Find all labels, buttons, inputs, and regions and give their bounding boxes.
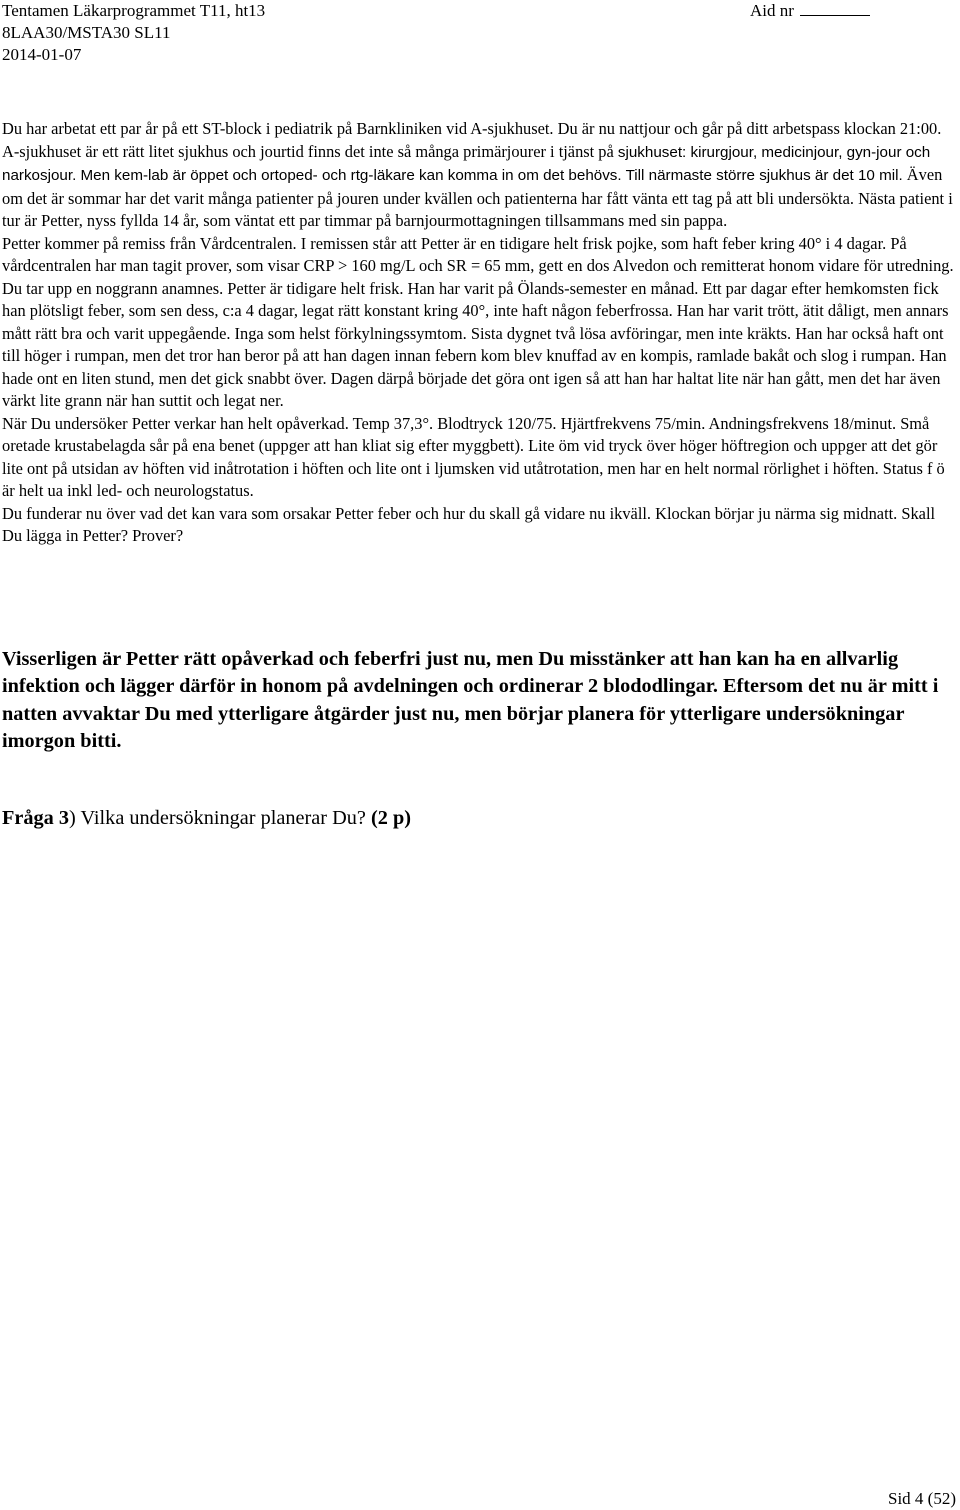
followup-text: Visserligen är Petter rätt opåverkad och feberfri just nu, men Du misstänker att han kan ha en allvarlig infektion och lägger därför in honom på avdelningen och ordinerar 2 blododlingar. Eftersom det nu är mitt i natten avvaktar Du med ytterligare åtgärder just nu, men börjar planera för ytterligare undersökningar imorgon bitti. xyxy=(2,648,939,752)
document-header xyxy=(2,0,265,66)
question-text: ) Vilka undersökningar planerar Du? xyxy=(69,807,371,829)
case-paragraph-deliberation: Du funderar nu över vad det kan vara som orsakar Petter feber och hur du skall gå vidare nu ikväll. Klockan börjar ju närma sig midnatt. Skall Du lägga in Petter? Prover? xyxy=(2,503,936,545)
case-paragraph-intro xyxy=(2,118,957,233)
course-code: 8LAA30/MSTA30 SL11 xyxy=(2,23,171,42)
case-description xyxy=(2,118,957,548)
exam-date: 2014-01-07 xyxy=(2,45,82,64)
exam-title: Tentamen Läkarprogrammet T11, ht13 xyxy=(2,1,266,20)
case-intro-part1: Du har arbetat ett par år på ett ST-block i pediatrik på Barnkliniken vid A-sjukhuset. Du är nu nattjour och går på ditt arbetspass klockan 21:00. A-sjukhuset är ett rätt litet sjukhus och jourtid finns det inte så många primärjourer i tjänst på xyxy=(2,119,942,161)
aid-number-field xyxy=(750,0,870,22)
aid-blank-line xyxy=(800,1,870,16)
case-paragraph-anamnesis: Du tar upp en noggrann anamnes. Petter är tidigare helt frisk. Han har varit på Ölands-semester en månad. Ett par dagar efter hemkomsten fick han plötsligt feber, som sen dess, c:a 4 dagar, legat rätt konstant kring 40°, inte haft någon feberfrossa. Han har varit trött, ätit dåligt, men annars mått rätt bra och varit uppegående. Inga som helst förkylningssymtom. Sista dygnet två lösa avföringar, men inte kräkts. Han har också haft ont till höger i rumpan, men det tror han beror på att han dagen innan febern kom blev knuffad av en kompis, ramlade bakåt och slog i rumpan. Han hade ont en liten stund, men det gick snabbt över. Dagen därpå började det göra ont igen så att han har haltat lite när han gått, men det har även värkt lite grann när han suttit och legat ner. xyxy=(2,278,949,410)
question-3 xyxy=(2,805,411,832)
case-paragraph-referral: Petter kommer på remiss från Vårdcentralen. I remissen står att Petter är en tidigare helt frisk pojke, som haft feber kring 40° i 4 dagar. På vårdcentralen har man tagit prover, som visar CRP > 160 mg/L och SR = 65 mm, gett en dos Alvedon och remitterat honom vidare för utredning. xyxy=(2,233,954,275)
page-number: Sid 4 (52) xyxy=(888,1489,956,1508)
followup-section xyxy=(2,646,957,755)
aid-label: Aid nr xyxy=(750,1,794,20)
question-points: (2 p) xyxy=(371,807,411,829)
case-intro-part3: Även om det är sommar har det varit många patienter på jouren under kvällen och patienterna har fått vänta ett tag på att bli undersökta. Nästa patient i tur är Petter, nyss fyllda 14 år, som väntat ett par timmar på barnjourmottagningen tillsammans med sin pappa. xyxy=(2,165,953,230)
case-intro-part2: sjukhuset: kirurgjour, medicinjour, gyn-jour och narkosjour. Men kem-lab är öppet och ortoped- och rtg-läkare kan komma in om det behövs. Till närmaste större sjukhus är det 10 mil. xyxy=(2,143,931,184)
question-label: Fråga 3 xyxy=(2,807,70,829)
case-paragraph-examination: När Du undersöker Petter verkar han helt opåverkad. Temp 37,3°. Blodtryck 120/75. Hjärtfrekvens 75/min. Andningsfrekvens 18/minut. Små oretade krustabelagda sår på ena benet (uppger att han kliat sig efter myggbett). Lite öm vid tryck över höger höftregion och uppger att det gör lite ont på utsidan av höften vid inåtrotation i höften och lite ont i ljumsken vid utåtrotation, men har en helt normal rörlighet i höften. Status f ö är helt ua inkl led- och neurologstatus. xyxy=(2,413,945,500)
